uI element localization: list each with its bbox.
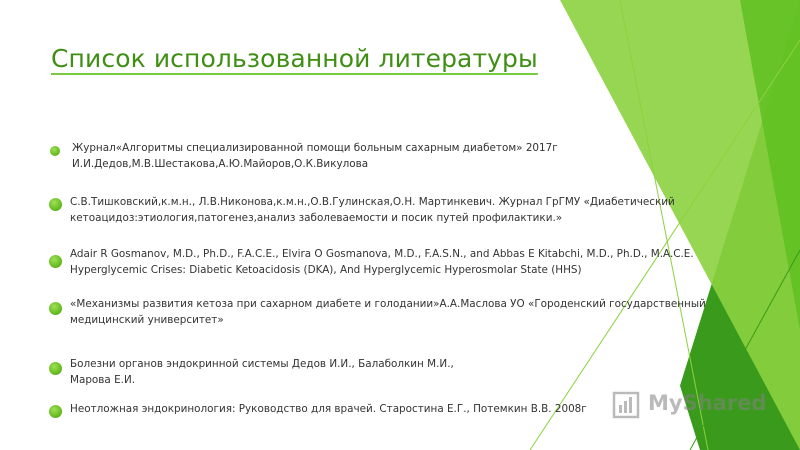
bullet-icon (49, 255, 62, 268)
reference-line: Неотложная эндокринология: Руководство для врачей. Старостина Е.Г., Потемкин В.В. 2008г (70, 403, 587, 415)
reference-item (70, 356, 710, 388)
bullet-icon (50, 146, 60, 156)
reference-item (70, 296, 710, 328)
reference-line: Журнал«Алгоритмы специализированной помощи больным сахарным диабетом» 2017г (72, 142, 558, 154)
reference-line: Hyperglycemic Crises: Diabetic Ketoacidosis (DKA), And Hyperglycemic Hyperosmolar State (HHS) (70, 264, 582, 276)
watermark (608, 390, 768, 420)
slide-title: Список использованной литературы (51, 44, 538, 73)
reference-item (70, 246, 710, 278)
reference-line: Болезни органов эндокринной системы Дедов И.И., Балаболкин М.И., (70, 358, 454, 370)
bullet-icon (49, 362, 62, 375)
reference-line: И.И.Дедов,М.В.Шестакова,А.Ю.Майоров,О.К.Викулова (72, 158, 369, 170)
reference-line: «Механизмы развития кетоза при сахарном диабете и голодании»А.А.Маслова УО «Городенский государственный (70, 298, 706, 310)
reference-line: Марова Е.И. (70, 374, 136, 386)
reference-line: Adair R Gosmanov, M.D., Ph.D., F.A.C.E., Elvira O Gosmanova, M.D., F.A.S.N., and Abbas E Kitabchi, M.D., Ph.D., M.A.C.E. (70, 248, 694, 260)
watermark-text: MyShared (648, 391, 767, 415)
reference-item (70, 194, 710, 226)
bullet-icon (49, 198, 62, 211)
reference-line: С.В.Тишковский,к.м.н., Л.В.Никонова,к.м.н.,О.В.Гулинская,О.Н. Мартинкевич. Журнал ГрГМУ «Диабетический (70, 196, 675, 208)
presentation-logo-icon (612, 391, 642, 419)
bullet-icon (49, 302, 62, 315)
reference-item (72, 140, 712, 172)
reference-line: кетоацидоз:этиология,патогенез,анализ заболеваемости и посик путей профилактики.» (70, 212, 563, 224)
bullet-icon (49, 405, 62, 418)
reference-line: медицинский университет» (70, 314, 224, 326)
